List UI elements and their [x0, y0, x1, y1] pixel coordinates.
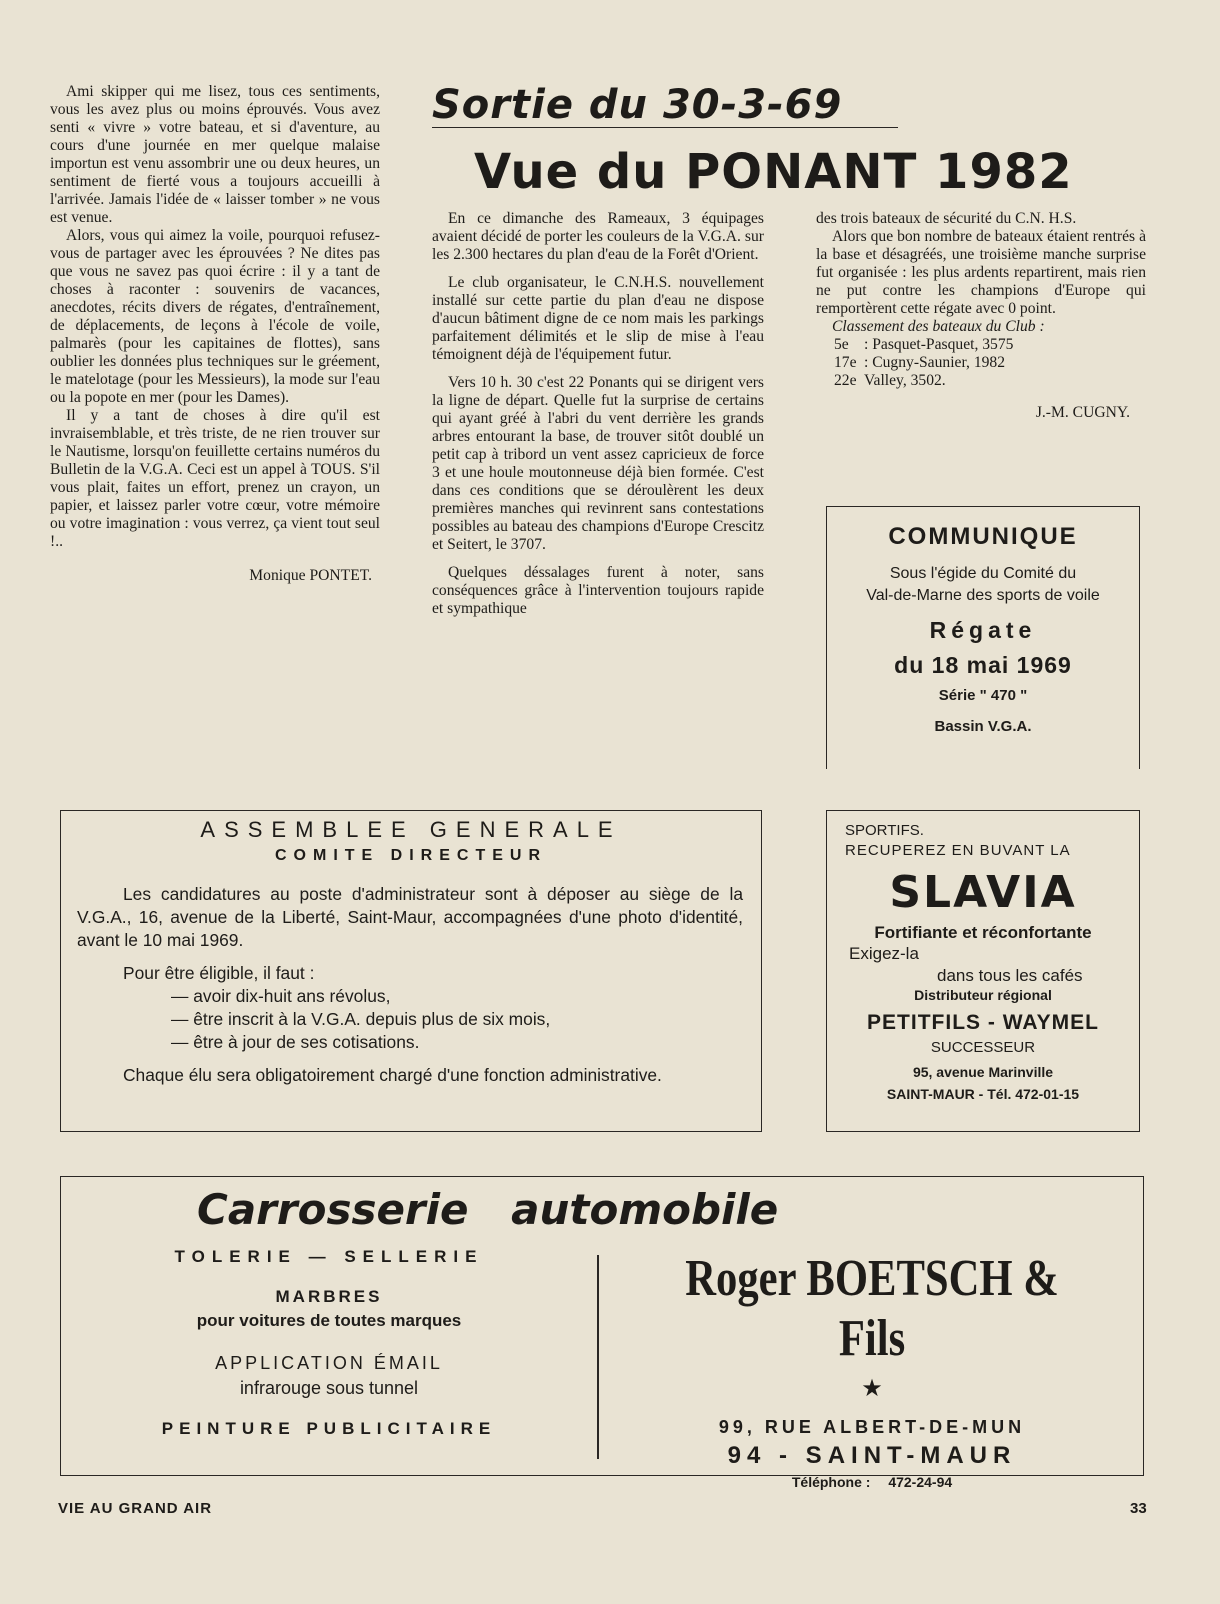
service-sub: pour voitures de toutes marques	[196, 1311, 462, 1330]
slavia-line: RECUPEREZ EN BUVANT LA	[845, 842, 1071, 859]
carrosserie-divider	[597, 1255, 599, 1459]
paragraph: Quelques déssalages furent à noter, sans conséquences grâce à l'intervention toujours rapide et sympathique	[432, 564, 764, 617]
assemblee-condition: — avoir dix-huit ans révolus,	[171, 986, 391, 1006]
paragraph: des trois bateaux de sécurité du C.N. H.S.	[816, 210, 1077, 227]
article-kicker: Sortie du 30-3-69	[432, 82, 843, 128]
slavia-distrib: Distributeur régional	[914, 987, 1052, 1003]
classement-row: 5e : Pasquet-Pasquet, 3575	[834, 336, 1014, 353]
assemblee-subtitle: COMITE DIRECTEUR	[275, 847, 547, 864]
communique-date: du 18 mai 1969	[894, 652, 1072, 678]
signature: Monique PONTET.	[249, 567, 372, 584]
paragraph: Alors que bon nombre de bateaux étaient rentrés à la base et désagréés, une troisième manche surprise fut organisée : les plus ardents repartirent, mais rien ne put contre les champions d'Europe qui remportèrent cette régate avec 0 point.	[816, 228, 1146, 317]
carrosserie-services	[61, 1247, 597, 1439]
paragraph: Ami skipper qui me lisez, tous ces sentiments, vous les avez plus ou moins éprouvés. Vous avez senti « vivre » votre bateau, et si d'aventure, au cours d'une journée en mer quelque malaise importun est venu assombrir une ou deux heures, un sentiment de fierté vous a toujours accueilli à l'arrivée. Jamais l'idée de « laisser tomber » ne vous est venue.	[50, 83, 380, 226]
communique-line: Val-de-Marne des sports de voile	[866, 587, 1100, 604]
paragraph: En ce dimanche des Rameaux, 3 équipages avaient décidé de porter les couleurs de la V.G.A. sur les 2.300 hectares du plan d'eau de la Forêt d'Orient.	[432, 210, 764, 263]
assemblee-intro: Les candidatures au poste d'administrateur sont à déposer au siège de la V.G.A., 16, avenue de la Liberté, Saint-Maur, accompagnées d'une photo d'identité, avant le 10 mai 1969.	[77, 884, 743, 950]
article-title: Vue du PONANT 1982	[474, 144, 1073, 200]
slavia-cta: Exigez-la	[849, 944, 919, 963]
star-icon: ★	[861, 1376, 883, 1402]
classement-row: 17e : Cugny-Saunier, 1982	[834, 354, 1006, 371]
slavia-cta: dans tous les cafés	[937, 966, 1083, 985]
slavia-successor: SUCCESSEUR	[930, 1039, 1036, 1056]
service-line: APPLICATION ÉMAIL	[215, 1353, 443, 1373]
slavia-address: 95, avenue Marinville	[912, 1064, 1054, 1080]
slavia-line: SPORTIFS.	[845, 822, 924, 839]
communique-series: Série " 470 "	[938, 687, 1028, 704]
carrosserie-company: Roger BOETSCH & Fils	[685, 1250, 1059, 1367]
service-line: MARBRES	[275, 1287, 383, 1306]
communique-line: Sous l'égide du Comité du	[889, 565, 1077, 582]
classement-list	[816, 336, 1146, 390]
carrosserie-ad	[60, 1176, 1144, 1490]
phone-label: Téléphone :	[791, 1474, 871, 1490]
assemblee-condition-title: Pour être éligible, il faut :	[123, 963, 315, 983]
column-left	[50, 83, 380, 585]
slavia-tagline: Fortifiante et réconfortante	[874, 923, 1092, 942]
carrosserie-address: 99, RUE ALBERT-DE-MUN	[718, 1417, 1026, 1437]
assemblee-box	[60, 810, 762, 1132]
assemblee-condition: — être inscrit à la V.G.A. depuis plus de six mois,	[171, 1009, 551, 1029]
service-line: TOLERIE — SELLERIE	[174, 1247, 484, 1266]
communique-title: COMMUNIQUE	[888, 523, 1078, 550]
signature: J.-M. CUGNY.	[1035, 404, 1130, 421]
paragraph: Vers 10 h. 30 c'est 22 Ponants qui se dirigent vers la ligne de départ. Quelle fut la surprise de certains qui ayant gréé à l'abri du vent derrière les grands arbres entourant la base, de trouver sitôt doublé un petit cap à tribord un vent assez capricieux de force 3 et une houle moutonneuse déjà bien formée. C'est dans ces conditions que se déroulèrent les deux premières manches qui revinrent sans contestations possibles au bateau des champions d'Europe Crescitz et Seitert, le 3707.	[432, 374, 764, 553]
carrosserie-heading: Carrosserie automobile	[197, 1185, 779, 1234]
paragraph: Il y a tant de choses à dire qu'il est invraisemblable, et très triste, de ne rien trouver sur le Nautisme, lorsqu'on feuillette certains numéros du Bulletin de la V.G.A. Ceci est un appel à TOUS. S'il vous plait, faites un effort, prenez un crayon, un papier, et laissez parler votre cœur, votre mémoire ou votre imagination : vous verrez, ça vient tout seul !..	[50, 407, 380, 550]
slavia-company: PETITFILS - WAYMEL	[867, 1011, 1099, 1034]
assemblee-title: ASSEMBLEE GENERALE	[200, 817, 622, 842]
service-line: PEINTURE PUBLICITAIRE	[161, 1419, 497, 1438]
footer-page-number: 33	[1130, 1500, 1147, 1517]
kicker-rule	[432, 127, 898, 128]
paragraph: Alors, vous qui aimez la voile, pourquoi refusez-vous de partager avec les éprouvées ? Ne dites pas que vous ne savez pas quoi écrire : il y a tant de choses à raconter : souvenirs de vacances, anecdotes, récits divers de régates, d'entraînement, de déplacements, de leçons à l'école de voile, palmarès (pour les capitaines de flottes), sans oublier les données plus techniques sur le gréement, le matelotage (pour les Messieurs), la mode sur l'eau ou la popote en mer (pour les Dames).	[50, 227, 380, 406]
slavia-brand: SLAVIA	[889, 867, 1077, 918]
service-sub: infrarouge sous tunnel	[239, 1378, 419, 1398]
paragraph: Le club organisateur, le C.N.H.S. nouvellement installé sur cette partie du plan d'eau ne dispose d'aucun bâtiment digne de ce nom mais les parkings parfaitement délimités et le slip de mise à l'eau témoignent déjà de l'équipement futur.	[432, 274, 764, 363]
carrosserie-company-block	[607, 1249, 1137, 1490]
communique-box	[826, 506, 1140, 769]
slavia-ad	[826, 810, 1140, 1132]
assemblee-condition: — être à jour de ses cotisations.	[171, 1032, 420, 1052]
footer-publication: VIE AU GRAND AIR	[58, 1500, 213, 1517]
communique-place: Bassin V.G.A.	[934, 718, 1032, 735]
assemblee-closing: Chaque élu sera obligatoirement chargé d'une fonction administrative.	[123, 1065, 662, 1085]
column-middle	[432, 210, 764, 618]
communique-event: Régate	[929, 617, 1037, 643]
classement-row: 22e Valley, 3502.	[834, 372, 946, 389]
carrosserie-city: 94 - SAINT-MAUR	[727, 1442, 1017, 1469]
classement-title: Classement des bateaux du Club :	[832, 318, 1045, 335]
column-right	[816, 210, 1146, 422]
phone-number: 472-24-94	[888, 1474, 953, 1490]
carrosserie-phone	[607, 1474, 1137, 1490]
slavia-city-phone: SAINT-MAUR - Tél. 472-01-15	[886, 1086, 1080, 1102]
